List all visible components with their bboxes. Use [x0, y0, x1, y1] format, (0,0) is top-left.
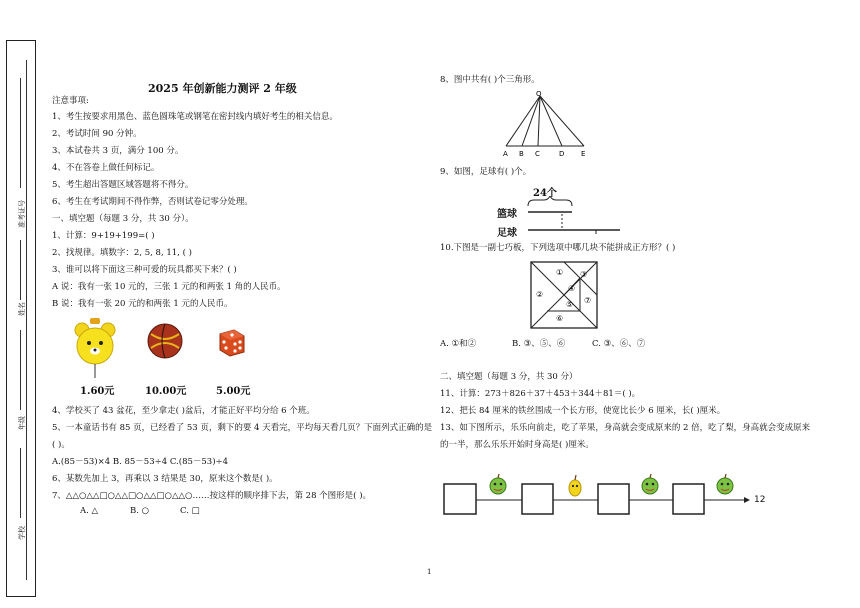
- question-12: 12、把长 84 厘米的铁丝围成一个长方形，使宽比长少 6 厘米，长( )厘米。: [440, 406, 726, 416]
- question-6: 6、某数先加上 3，再乘以 3 结果是 30，原来这个数是( )。: [52, 474, 278, 484]
- q9-bracket: [520, 196, 620, 238]
- tangram-diagram: [530, 261, 598, 329]
- question-4: 4、学校买了 43 盆花，至少拿走( )盆后，才能正好平均分给 6 个班。: [52, 406, 315, 416]
- seal-line-strip: [6, 40, 36, 597]
- section1-heading: 一、填空题（每题 3 分，共 30 分）。: [52, 214, 194, 224]
- page-title: 2025 年创新能力测评 2 年级: [148, 82, 297, 95]
- pear-icon: [569, 475, 581, 496]
- bear-balloon-image: [70, 316, 120, 378]
- question-5-blank: ( )。: [52, 440, 70, 450]
- basketball-image: [146, 322, 184, 360]
- question-5: 5、一本童话书有 85 页，已经看了 53 页，剩下的要 4 天看完，平均每天看几页？下面列式正确的是: [52, 423, 433, 433]
- tangram-piece-3: ③: [580, 270, 588, 279]
- exam-no-line: [20, 78, 21, 188]
- notice-heading: 注意事项:: [52, 96, 89, 106]
- q13-result-value: 12: [754, 495, 766, 505]
- notice-item: 6、考生在考试期间不得作弊，否则试卷记零分处理。: [52, 197, 253, 207]
- vertex-d: D: [559, 150, 565, 158]
- page-number: 1: [427, 568, 432, 576]
- q13-flow-diagram: [440, 470, 770, 528]
- grade-line: [20, 330, 21, 410]
- q9-count-label: 24个: [533, 188, 557, 199]
- question-13-line-2: 的一半，那么乐乐开始时身高是( )厘米。: [440, 440, 594, 450]
- flow-box-2: [522, 484, 553, 514]
- question-11: 11、计算：273＋826＋37＋453＋344＋81＝( )。: [440, 389, 641, 399]
- notice-item: 5、考生超出答题区域答题将不得分。: [52, 180, 194, 190]
- question-10-option-c: C. ③、⑥、⑦: [592, 339, 646, 349]
- vertex-o: O: [536, 90, 542, 98]
- question-2: 2、找规律。填数字：2, 5, 8, 11, ( ): [52, 248, 192, 258]
- question-10-option-a: A. ①和②: [440, 339, 477, 349]
- vertex-e: E: [581, 150, 586, 158]
- triangle-fan-diagram: [500, 90, 596, 158]
- dice-image: [216, 326, 248, 358]
- question-3: 3、谁可以将下面这三种可爱的玩具都买下来？( ): [52, 265, 237, 275]
- exam-no-label: 准考证号: [18, 200, 26, 228]
- question-7-option-a: A. △: [80, 506, 99, 516]
- question-1: 1、计算：9+19+199=( ): [52, 231, 155, 241]
- price-dice: 5.00元: [216, 386, 251, 397]
- question-9: 9、如图，足球有( )个。: [440, 167, 532, 177]
- question-7-option-b: B. ○: [130, 506, 150, 516]
- question-3-option-b: B 说：我有一张 20 元的和两张 1 元的人民币。: [52, 299, 233, 309]
- notice-item: 1、考生按要求用黑色、蓝色圆珠笔或钢笔在密封线内填好考生的相关信息。: [52, 112, 338, 122]
- grade-label: 年级: [18, 416, 26, 430]
- school-label: 学校: [18, 526, 26, 540]
- tangram-piece-6: ⑥: [556, 314, 564, 323]
- question-3-option-a: A 说：我有一张 10 元的，三张 1 元的和两张 1 角的人民币。: [52, 282, 286, 292]
- name-line: [20, 240, 21, 300]
- price-bear: 1.60元: [80, 386, 115, 397]
- tangram-piece-7: ⑦: [584, 296, 592, 305]
- tangram-piece-2: ②: [536, 290, 544, 299]
- apple-icon-3: [717, 474, 733, 494]
- flow-box-3: [598, 484, 629, 514]
- name-label: 姓名: [18, 302, 26, 316]
- tangram-piece-1: ①: [556, 268, 564, 277]
- flow-box-1: [444, 484, 476, 514]
- tangram-piece-5: ⑤: [566, 300, 574, 309]
- school-line: [20, 448, 21, 518]
- question-10: 10.下图是一副七巧板，下列选项中哪几块不能拼成正方形？( ): [440, 243, 676, 253]
- flow-box-4: [673, 484, 704, 514]
- q9-basketball-label: 篮球: [497, 209, 517, 220]
- price-basketball: 10.00元: [145, 386, 187, 397]
- vertex-b: B: [519, 150, 524, 158]
- question-8: 8、图中共有( )个三角形。: [440, 75, 540, 85]
- question-7: 7、△△○△△□○△△□○△△□○△△○……按这样的顺序排下去，第 28 个图形是( )。: [52, 491, 372, 501]
- section2-heading: 二、填空题（每题 3 分，共 30 分）: [440, 372, 578, 382]
- vertex-a: A: [503, 150, 508, 158]
- question-5-options: A.(85－53)×4 B. 85－53÷4 C.(85－53)÷4: [52, 457, 229, 467]
- tangram-piece-4: ④: [568, 284, 576, 293]
- notice-item: 3、本试卷共 3 页，满分 100 分。: [52, 146, 184, 156]
- notice-item: 4、不在答卷上做任何标记。: [52, 163, 160, 173]
- question-10-option-b: B. ③、⑤、⑥: [512, 339, 566, 349]
- question-13-line-1: 13、如下图所示，乐乐向前走，吃了苹果，身高就会变成原来的 2 倍，吃了梨，身高就会变成原来: [440, 423, 811, 433]
- vertex-c: C: [535, 150, 540, 158]
- question-7-option-c: C. □: [180, 506, 200, 516]
- seal-line-1: [26, 60, 27, 580]
- q9-football-label: 足球: [497, 228, 517, 239]
- apple-icon-1: [490, 474, 506, 494]
- apple-icon-2: [642, 474, 658, 494]
- notice-item: 2、考试时间 90 分钟。: [52, 129, 142, 139]
